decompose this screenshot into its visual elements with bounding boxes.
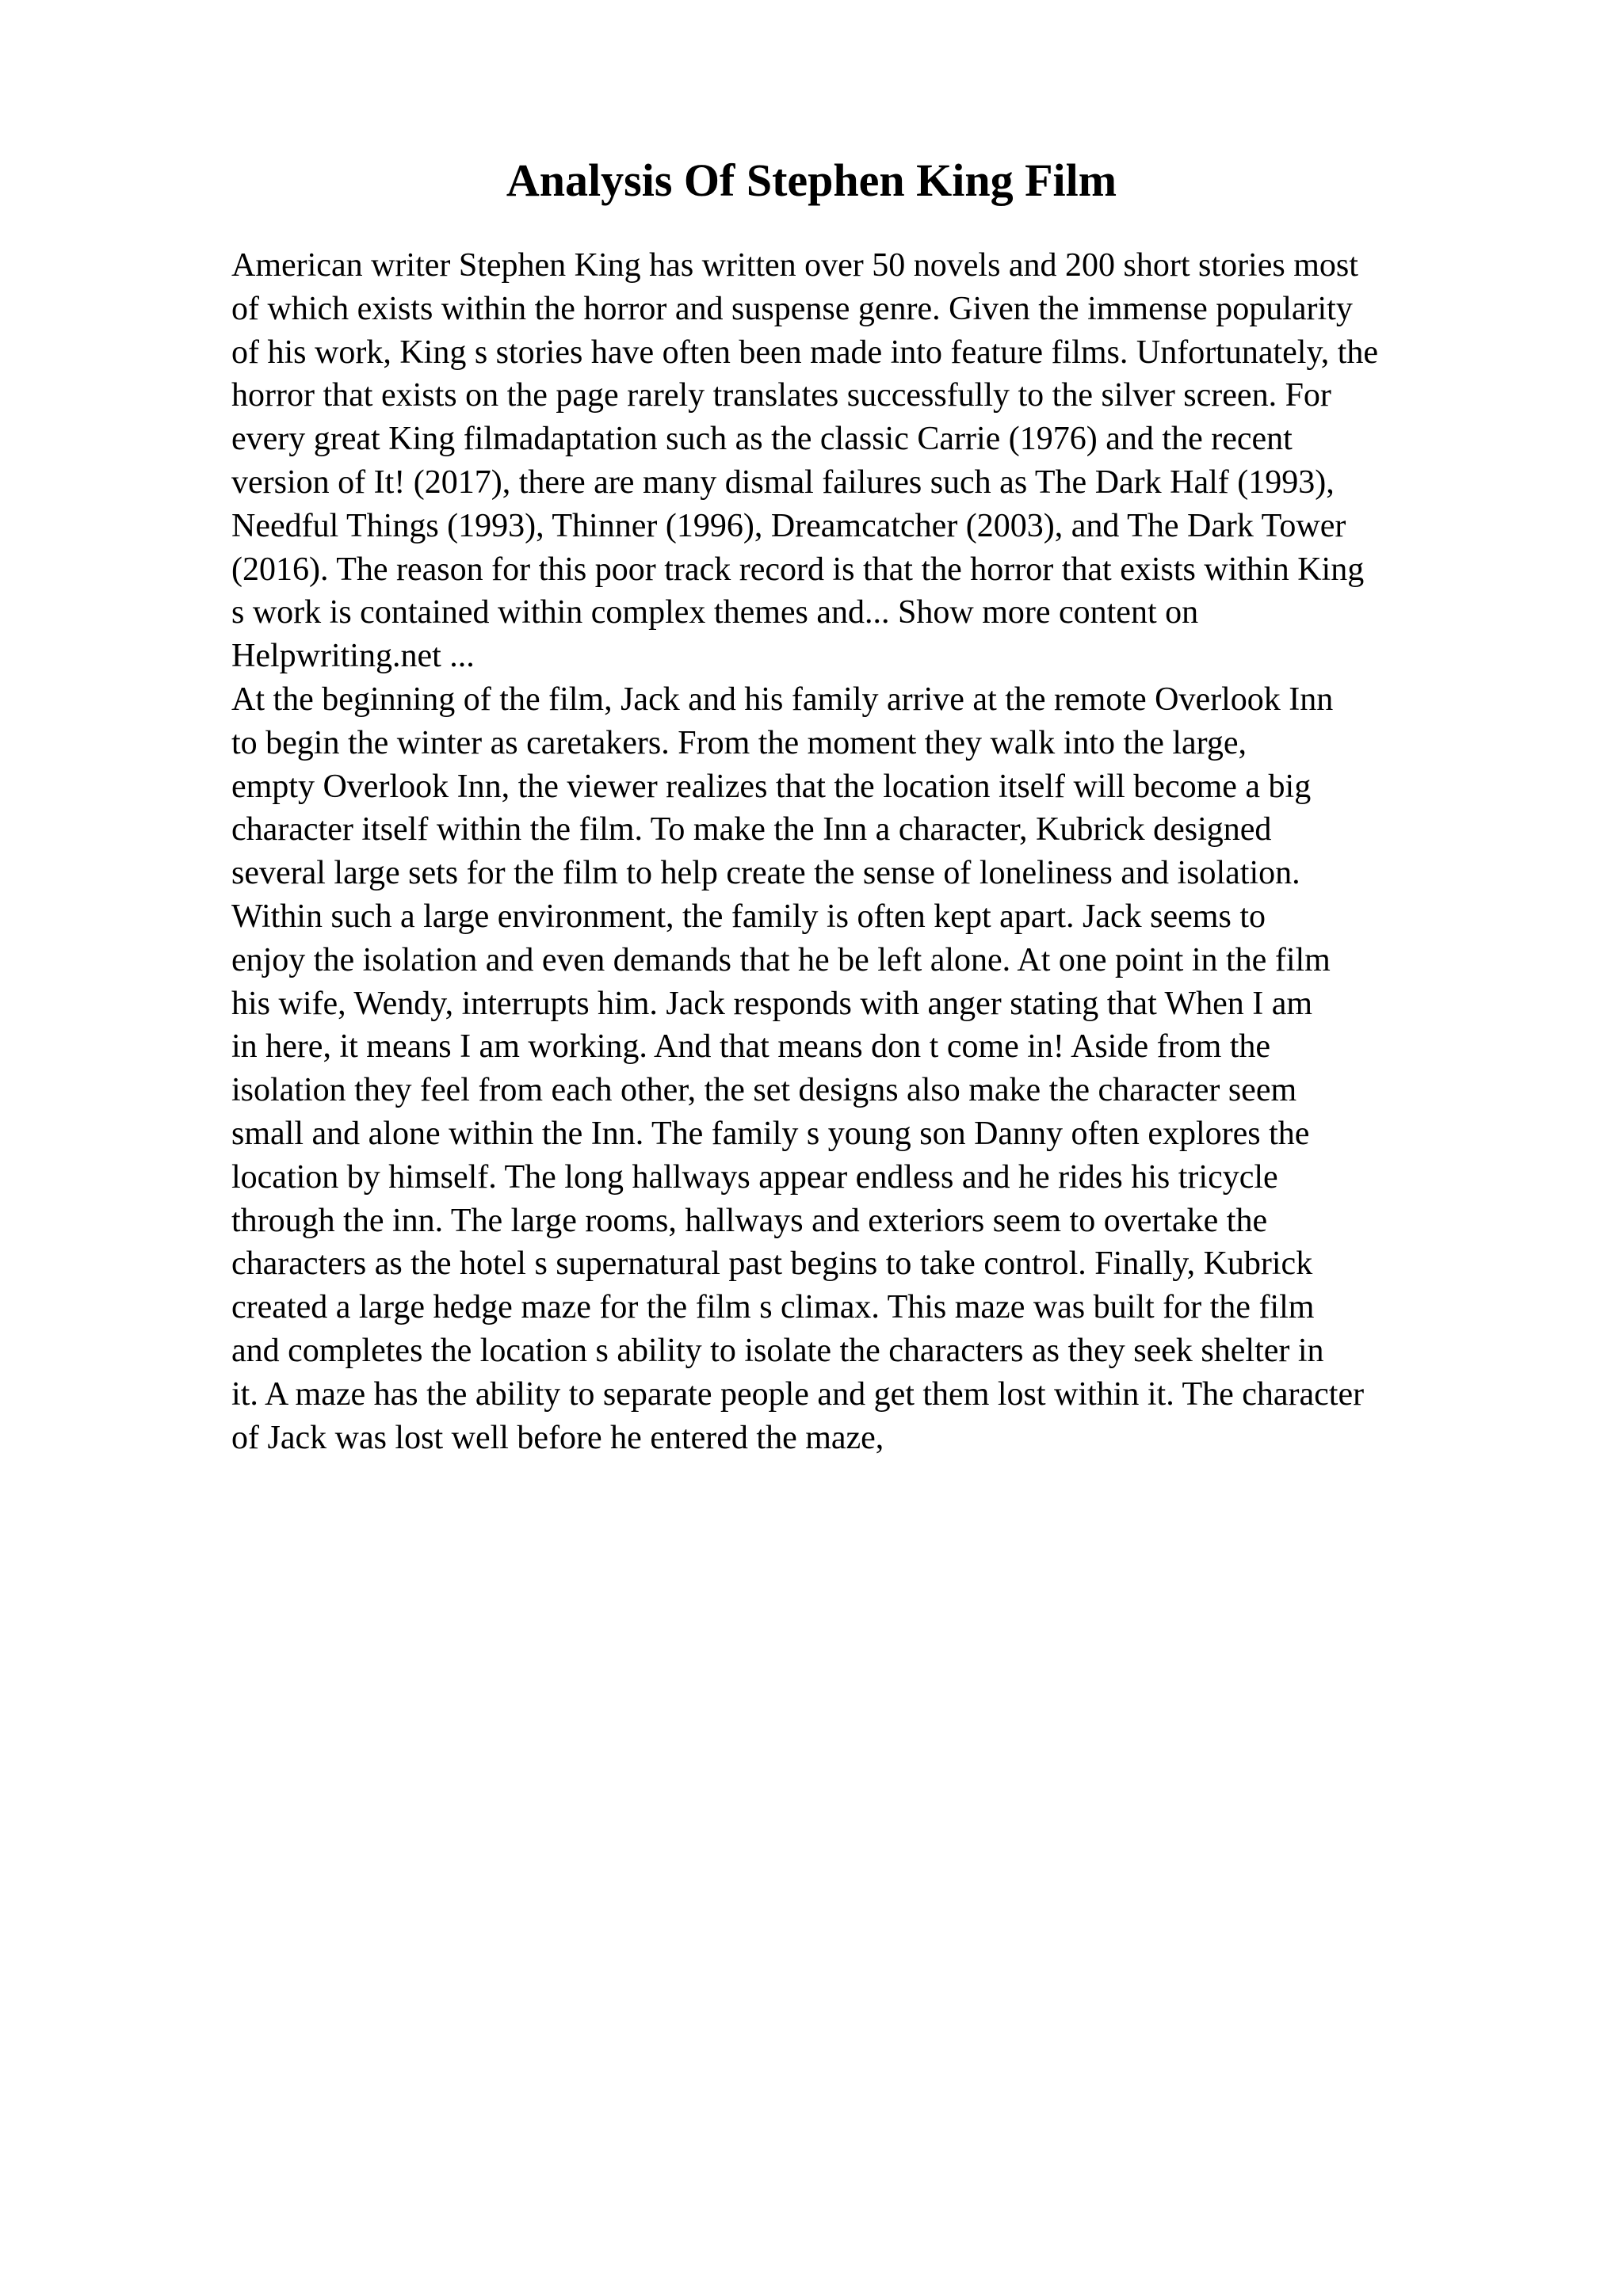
text-line: At the beginning of the film, Jack and his family arrive at the remote Overlook Inn bbox=[231, 681, 1334, 718]
text-line: and completes the location s ability to isolate the characters as they seek shelter in bbox=[231, 1332, 1324, 1369]
text-line: of his work, King s stories have often been made into feature films. Unfortunately, the bbox=[231, 334, 1379, 371]
text-line: it. A maze has the ability to separate people and get them lost within it. The character bbox=[231, 1375, 1365, 1413]
text-line: created a large hedge maze for the film s climax. This maze was built for the film bbox=[231, 1289, 1315, 1326]
text-line: characters as the hotel s supernatural past begins to take control. Finally, Kubrick bbox=[231, 1245, 1313, 1283]
text-line: through the inn. The large rooms, hallways and exteriors seem to overtake the bbox=[231, 1202, 1268, 1239]
text-line: s work is contained within complex themes and... Show more content on bbox=[231, 594, 1199, 631]
document-title: Analysis Of Stephen King Film bbox=[506, 154, 1117, 206]
text-line: Helpwriting.net ... bbox=[231, 638, 475, 675]
text-line: location by himself. The long hallways appear endless and he rides his tricycle bbox=[231, 1158, 1278, 1196]
text-line: enjoy the isolation and even demands that he be left alone. At one point in the film bbox=[231, 941, 1331, 978]
text-line: of Jack was lost well before he entered the maze, bbox=[231, 1419, 884, 1456]
text-line: version of It! (2017), there are many dismal failures such as The Dark Half (1993), bbox=[231, 463, 1335, 501]
text-line: character itself within the film. To make the Inn a character, Kubrick designed bbox=[231, 811, 1272, 849]
text-line: Within such a large environment, the family is often kept apart. Jack seems to bbox=[231, 898, 1266, 935]
text-line: his wife, Wendy, interrupts him. Jack responds with anger stating that When I am bbox=[231, 985, 1313, 1022]
text-line: several large sets for the film to help create the sense of loneliness and isolation. bbox=[231, 855, 1300, 892]
text-line: to begin the winter as caretakers. From the moment they walk into the large, bbox=[231, 724, 1247, 761]
text-line: horror that exists on the page rarely translates successfully to the silver screen. For bbox=[231, 377, 1331, 414]
text-line: of which exists within the horror and suspense genre. Given the immense popularity bbox=[231, 290, 1353, 327]
text-line: (2016). The reason for this poor track record is that the horror that exists within King bbox=[231, 551, 1365, 588]
text-line: small and alone within the Inn. The family s young son Danny often explores the bbox=[231, 1115, 1310, 1152]
text-line: in here, it means I am working. And that means don t come in! Aside from the bbox=[231, 1028, 1271, 1066]
text-line: empty Overlook Inn, the viewer realizes that the location itself will become a big bbox=[231, 768, 1312, 805]
text-line: every great King filmadaptation such as the classic Carrie (1976) and the recent bbox=[231, 421, 1293, 458]
document-body bbox=[231, 244, 1531, 1459]
text-line: isolation they feel from each other, the set designs also make the character seem bbox=[231, 1072, 1297, 1109]
text-line: Needful Things (1993), Thinner (1996), Dreamcatcher (2003), and The Dark Tower bbox=[231, 507, 1346, 544]
text-line: American writer Stephen King has written over 50 novels and 200 short stories most bbox=[231, 247, 1358, 284]
